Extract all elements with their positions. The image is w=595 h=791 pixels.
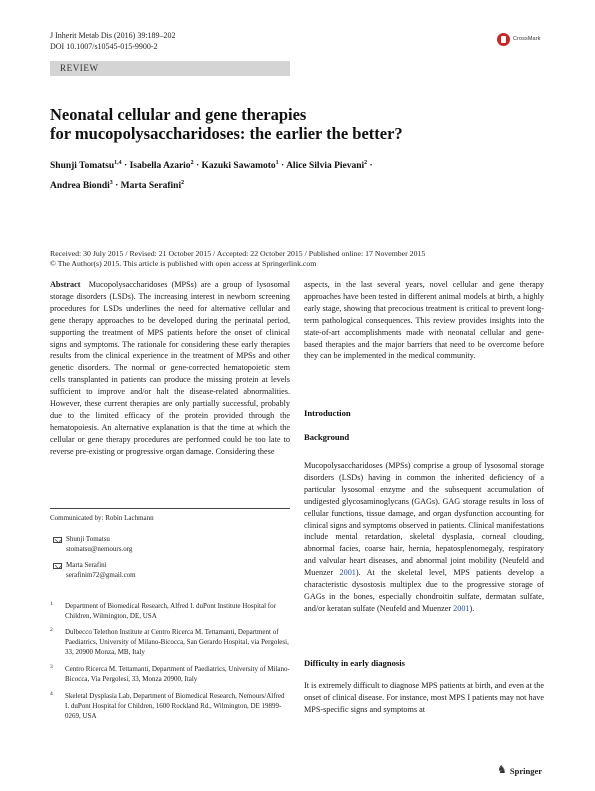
article-title bbox=[50, 105, 470, 143]
author-separator: · bbox=[367, 161, 373, 172]
communicated-by: Communicated by: Robin Lachmann bbox=[50, 514, 154, 522]
background-text: Mucopolysaccharidoses (MPSs) comprise a group of lysosomal storage disorders (LSDs) having in common the inherited deficiency of a particular lysosomal enzyme and the subsequent accumulation of undigested glycosaminoglycans (GAGs). GAG storage results in loss of cellular functions, tissue damage, and organ dysfunction accounting for clinical signs and symptoms observed in patients. Clinical manifestations include mental retardation, skeletal dysplasia, corneal clouding, abnormal facies, coarse hair, hernia, hepatosplenomegaly, respiratory and valvular heart diseases, and abnormal joint mobility (Neufeld and Muenzer bbox=[304, 461, 544, 578]
affiliation-text: Centro Ricerca M. Tettamanti, Department of Paediatrics, University of Milano-Bicocca, Via Pergolesi, 33, Monza 20900, Italy bbox=[65, 665, 290, 683]
affiliation-text: Department of Biomedical Research, Alfred I. duPont Institute Hospital for Children, Wilmington, DE, USA bbox=[65, 602, 276, 620]
section-tag: REVIEW bbox=[60, 63, 99, 73]
author-affiliation-ref: 2 bbox=[181, 180, 185, 187]
contact-email[interactable]: serafinim72@gmail.com bbox=[66, 571, 136, 579]
contact-name: Marta Serafini bbox=[66, 561, 107, 569]
abstract bbox=[50, 279, 290, 458]
author-list bbox=[50, 155, 470, 195]
author-separator: · bbox=[121, 161, 130, 172]
affiliation-number: 2 bbox=[50, 627, 53, 633]
authors-line-1 bbox=[50, 155, 470, 175]
footnote-divider bbox=[50, 508, 290, 509]
background-text: ). At the skeletal level, MPS patients develop a characteristic dysostosis multiplex due to the progressive storage of GAGs in the bones, especially chondroitin sulfate, dermatan sulfate, and/or keratan sulfate (Neufeld and Muenzer bbox=[304, 568, 544, 613]
section-tag-bar bbox=[50, 61, 290, 76]
publisher-name: Springer bbox=[509, 765, 542, 776]
abstract-text: Mucopolysaccharidoses (MPSs) are a group of lysosomal storage disorders (LSDs). The increasing interest in newborn screening procedures for LSDs underlines the need for alternative cellular and gene therapy approaches to be developed during the perinatal period, supporting the treatment of MPS patients before the onset of clinical signs and symptoms. The rationale for considering these early therapies results from the clinical experience in the treatment of MPSs and other genetic disorders. The normal or gene-corrected hematopoietic stem cells transplanted in patients can produce the missing protein at levels sufficient to improve and/or halt the disease-related abnormalities. However, these current therapies are only partially successful, probably due to the limited efficacy of the protein provided through the hematopoiesis. An alternative explanation is that the time at which the cellular or gene therapy procedures are performed could be too late to reverse pre-existing or progressive organ damage. Considering these bbox=[50, 280, 291, 456]
copyright-notice: © The Author(s) 2015. This article is published with open access at Springerlink.com bbox=[50, 259, 317, 268]
author-affiliation-ref: 1,4 bbox=[114, 160, 122, 166]
title-line-1: Neonatal cellular and gene therapies bbox=[50, 105, 307, 124]
contact-entry bbox=[66, 560, 286, 580]
author-name[interactable]: Marta Serafini bbox=[120, 181, 182, 192]
crossmark-badge[interactable] bbox=[497, 31, 557, 47]
journal-citation: J Inherit Metab Dis (2016) 39:189–202 bbox=[50, 31, 176, 40]
author-affiliation-ref: 1 bbox=[275, 160, 279, 166]
citation-link[interactable]: 2001 bbox=[453, 603, 470, 613]
authors-line-2 bbox=[50, 175, 470, 195]
affiliation-number: 1 bbox=[50, 601, 53, 607]
abstract-continuation: aspects, in the last several years, novel cellular and gene therapy approaches have been tested in different animal models at birth, a highly early stage, showing that precocious treatment is critical to prevent long-term pathological consequences. This review provides insights into the state-of-art accomplishments made with neonatal cellular and gene-based therapies and the major barriers that need to be overcome before they can be implemented in the medical community. bbox=[304, 280, 544, 361]
envelope-icon bbox=[53, 537, 62, 543]
author-affiliation-ref: 2 bbox=[190, 160, 194, 166]
envelope-icon bbox=[53, 563, 62, 569]
author-separator: · bbox=[112, 181, 121, 192]
affiliation-number: 4 bbox=[50, 691, 53, 697]
difficulty-heading: Difficulty in early diagnosis bbox=[304, 658, 405, 668]
history-dates: Received: 30 July 2015 / Revised: 21 October 2015 / Accepted: 22 October 2015 / Published online: 17 November 2015 bbox=[50, 249, 426, 258]
introduction-heading: Introduction bbox=[304, 408, 351, 418]
author-affiliation-ref: 2 bbox=[364, 160, 368, 166]
springer-horse-icon: ♞ bbox=[497, 764, 507, 776]
background-paragraph bbox=[304, 460, 544, 615]
author-name[interactable]: Shunji Tomatsu bbox=[50, 161, 115, 172]
contact-entry bbox=[66, 534, 286, 554]
title-line-2: for mucopolysaccharidoses: the earlier the better? bbox=[50, 124, 403, 143]
citation-link[interactable]: 2001 bbox=[339, 568, 356, 578]
contact-email[interactable]: stomatsu@nemours.org bbox=[66, 545, 133, 553]
author-name[interactable]: Isabella Azario bbox=[129, 161, 191, 172]
affiliation-text: Dulbecco Telethon Institute at Centro Ricerca M. Tettamanti, Department of Paediatrics, University of Milano-Bicocca, San Gerardo Hospital, via Pergolesi, 33, 20900 Monza, MB, Italy bbox=[65, 628, 289, 656]
crossmark-label: CrossMark bbox=[513, 36, 541, 42]
author-affiliation-ref: 3 bbox=[109, 180, 113, 187]
difficulty-paragraph: It is extremely difficult to diagnose MPS patients at birth, and even at the onset of clinical disease. For instance, most MPS I patients may not have MPS-specific signs and symptoms at bbox=[304, 681, 544, 714]
abstract-label: Abstract bbox=[50, 280, 81, 289]
background-heading: Background bbox=[304, 432, 350, 442]
affiliation-text: Skeletal Dysplasia Lab, Department of Biomedical Research, Nemours/Alfred I. duPont Hospital for Children, 1600 Rockland Rd., Wilmington, DE 19899-0269, USA bbox=[65, 692, 285, 720]
author-separator: · bbox=[278, 161, 287, 172]
background-text: ). bbox=[469, 603, 475, 613]
author-separator: · bbox=[193, 161, 202, 172]
affiliation-number: 3 bbox=[50, 664, 53, 670]
author-name[interactable]: Alice Silvia Pievani bbox=[286, 161, 365, 172]
author-name[interactable]: Andrea Biondi bbox=[50, 181, 110, 192]
publisher-logo bbox=[497, 765, 542, 776]
author-name[interactable]: Kazuki Sawamoto bbox=[201, 161, 276, 172]
contact-name: Shunji Tomatsu bbox=[66, 535, 110, 543]
doi[interactable]: DOI 10.1007/s10545-015-9900-2 bbox=[50, 42, 158, 51]
crossmark-icon bbox=[497, 33, 510, 46]
article-history bbox=[50, 249, 550, 269]
